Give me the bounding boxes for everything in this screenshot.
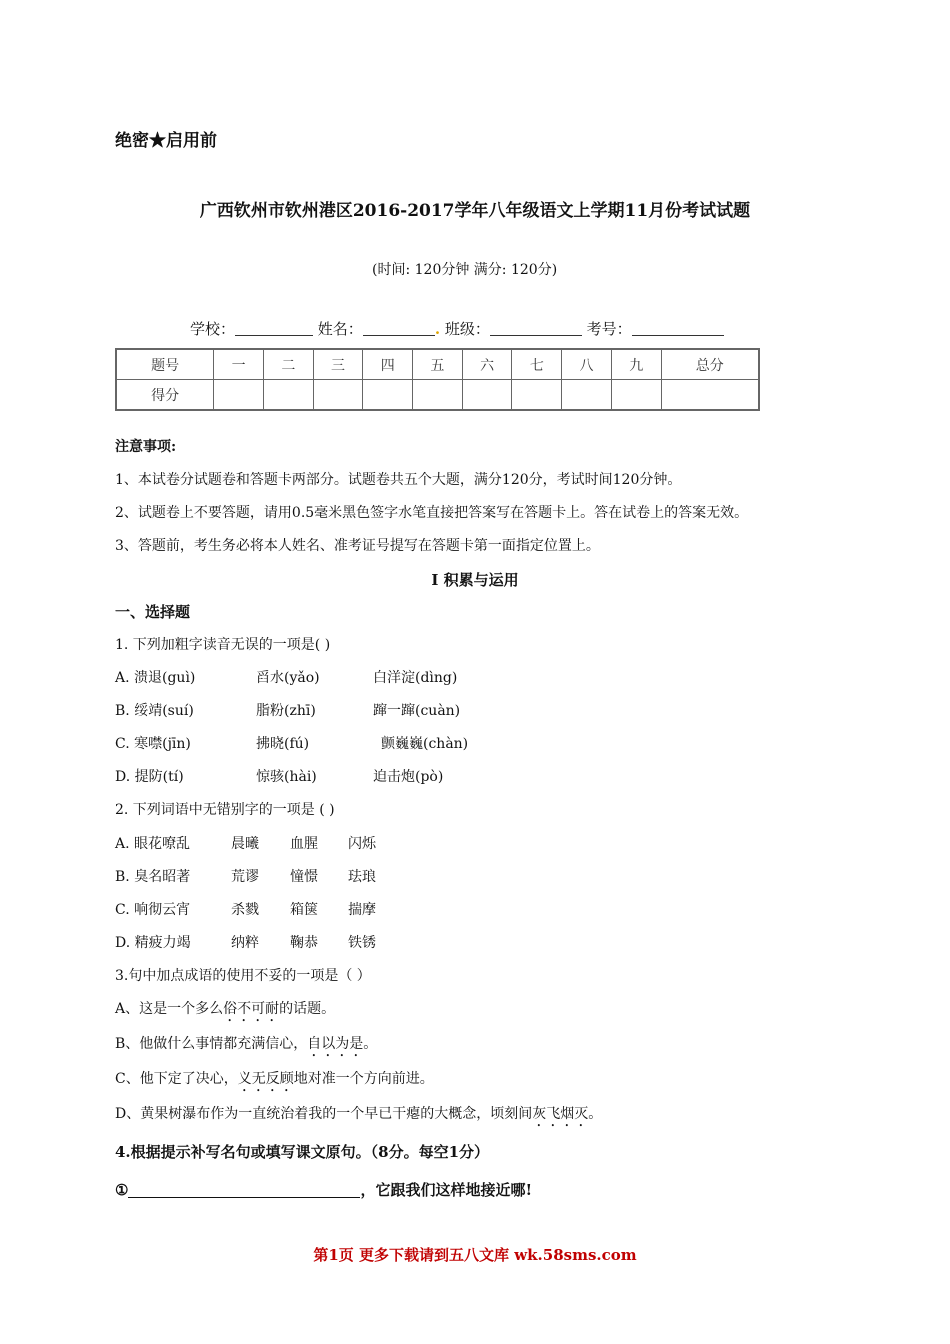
option-word: 鞠恭 [290, 935, 318, 951]
option-text: D、黄果树瀑布作为一直统治着我的一个早已干瘪的大概念，顷刻间 [115, 1106, 533, 1122]
score-cell[interactable] [661, 380, 759, 411]
table-header-cell: 题号 [116, 349, 214, 380]
item-number: ① [115, 1181, 129, 1199]
option-text: 。 [588, 1106, 603, 1122]
time-info: (时间: 120分钟 满分: 120分) [372, 262, 558, 278]
school-blank[interactable] [235, 320, 313, 336]
dotted-idiom: 义无反顾 [237, 1071, 294, 1087]
section-title: I 积累与运用 [431, 571, 519, 589]
option-word: 血腥 [290, 836, 318, 852]
option-text: 。 [363, 1036, 378, 1052]
q3-option-a[interactable] [115, 1000, 335, 1025]
dotted-idiom: 自以为是 [307, 1036, 364, 1052]
option-word: D. 提防(tí) [115, 769, 184, 785]
score-cell[interactable] [263, 380, 313, 411]
option-word: D. 精疲力竭 [115, 935, 191, 951]
note-item: 3、答题前，考生务必将本人姓名、准考证号提写在答题卡第一面指定位置上。 [115, 538, 600, 554]
option-word: C. 寒噤(jīn) [115, 736, 191, 752]
option-word: 脂粉(zhī) [256, 703, 316, 719]
table-header-cell: 总分 [661, 349, 759, 380]
option-word: 闪烁 [348, 836, 376, 852]
exam-no-blank[interactable] [632, 320, 724, 336]
q1-stem: 1. 下列加粗字读音无误的一项是( ) [115, 637, 331, 653]
score-cell[interactable] [313, 380, 363, 411]
option-word: 箱箧 [290, 902, 318, 918]
table-header-cell: 三 [313, 349, 363, 380]
option-word: 惊骇(hài) [256, 769, 317, 785]
table-header-cell: 八 [562, 349, 612, 380]
option-word: 憧憬 [290, 869, 318, 885]
score-table [115, 348, 760, 411]
score-cell[interactable] [214, 380, 264, 411]
option-word: B. 臭名昭著 [115, 869, 191, 885]
option-word: 白洋淀(dìng) [373, 670, 458, 686]
option-text: 的话题。 [279, 1001, 336, 1017]
score-cell[interactable] [611, 380, 661, 411]
class-label: 班级： [444, 320, 490, 338]
option-text: A、这是一个多么 [115, 1001, 224, 1017]
score-cell[interactable] [413, 380, 463, 411]
option-word: 荒谬 [231, 869, 259, 885]
score-table-header-row [116, 349, 759, 380]
option-word: B. 绥靖(suí) [115, 703, 194, 719]
note-item: 2、试题卷上不要答题，请用0.5毫米黑色签字水笔直接把答案写在答题卡上。答在试卷上的答案无效。 [115, 505, 749, 521]
option-word: C. 响彻云宵 [115, 902, 191, 918]
q3-option-b[interactable] [115, 1035, 377, 1060]
class-blank[interactable] [490, 320, 582, 336]
score-row-label: 得分 [116, 380, 214, 411]
stray-dot: . [434, 320, 441, 338]
q4-stem: 4.根据提示补写名句或填写课文原句。（8分。每空1分） [115, 1143, 490, 1161]
dotted-idiom: 灰飞烟灭 [532, 1106, 589, 1122]
name-blank[interactable] [363, 320, 435, 336]
option-word: 揣摩 [348, 902, 376, 918]
notes-heading: 注意事项: [115, 439, 177, 455]
note-item: 1、本试卷分试题卷和答题卡两部分。试题卷共五个大题，满分120分，考试时间120分钟。 [115, 472, 682, 488]
q2-stem: 2. 下列词语中无错别字的一项是 ( ) [115, 802, 335, 818]
q3-option-c[interactable] [115, 1070, 434, 1095]
score-cell[interactable] [462, 380, 512, 411]
school-label: 学校： [190, 320, 236, 338]
table-header-cell: 七 [512, 349, 562, 380]
option-word: 珐琅 [348, 869, 376, 885]
option-word: 杀戮 [231, 902, 259, 918]
q3-option-d[interactable] [115, 1105, 602, 1130]
dotted-idiom: 俗不可耐 [223, 1001, 280, 1017]
table-header-cell: 五 [413, 349, 463, 380]
table-header-cell: 四 [363, 349, 413, 380]
confidential-label: 绝密★启用前 [115, 131, 217, 151]
part-heading: 一、选择题 [115, 603, 191, 621]
q3-stem: 3.句中加点成语的使用不妥的一项是（ ） [115, 968, 371, 984]
score-cell[interactable] [512, 380, 562, 411]
option-word: 舀水(yǎo) [256, 670, 320, 686]
exam-no-label: 考号： [586, 320, 632, 338]
table-header-cell: 二 [263, 349, 313, 380]
option-word: 迫击炮(pò) [373, 769, 444, 785]
option-word: 纳粹 [231, 935, 259, 951]
option-text: 地对准一个方向前进。 [293, 1071, 434, 1087]
score-cell[interactable] [363, 380, 413, 411]
table-header-cell: 一 [214, 349, 264, 380]
exam-title: 广西钦州市钦州港区2016-2017学年八年级语文上学期11月份考试试题 [199, 201, 751, 221]
option-word: 晨曦 [231, 836, 259, 852]
option-text: C、他下定了决心， [115, 1071, 238, 1087]
name-label: 姓名： [317, 320, 363, 338]
table-header-cell: 九 [611, 349, 661, 380]
option-text: B、他做什么事情都充满信心， [115, 1036, 308, 1052]
table-header-cell: 六 [462, 349, 512, 380]
option-word: 蹿一蹿(cuàn) [373, 703, 461, 719]
option-word: 拂晓(fú) [256, 736, 310, 752]
option-word: 颤巍巍(chàn) [381, 736, 469, 752]
option-word: A. 溃退(guì) [115, 670, 196, 686]
option-word: A. 眼花嘹乱 [115, 836, 191, 852]
student-info-fields [190, 318, 724, 339]
score-cell[interactable] [562, 380, 612, 411]
score-table-score-row [116, 380, 759, 411]
q4-item-1 [115, 1181, 532, 1199]
answer-blank[interactable] [128, 1181, 360, 1198]
item-text: ，它跟我们这样地接近哪! [360, 1181, 533, 1199]
option-word: 铁锈 [348, 935, 376, 951]
page-footer: 第1页 更多下载请到五八文库 wk.58sms.com [313, 1246, 637, 1264]
